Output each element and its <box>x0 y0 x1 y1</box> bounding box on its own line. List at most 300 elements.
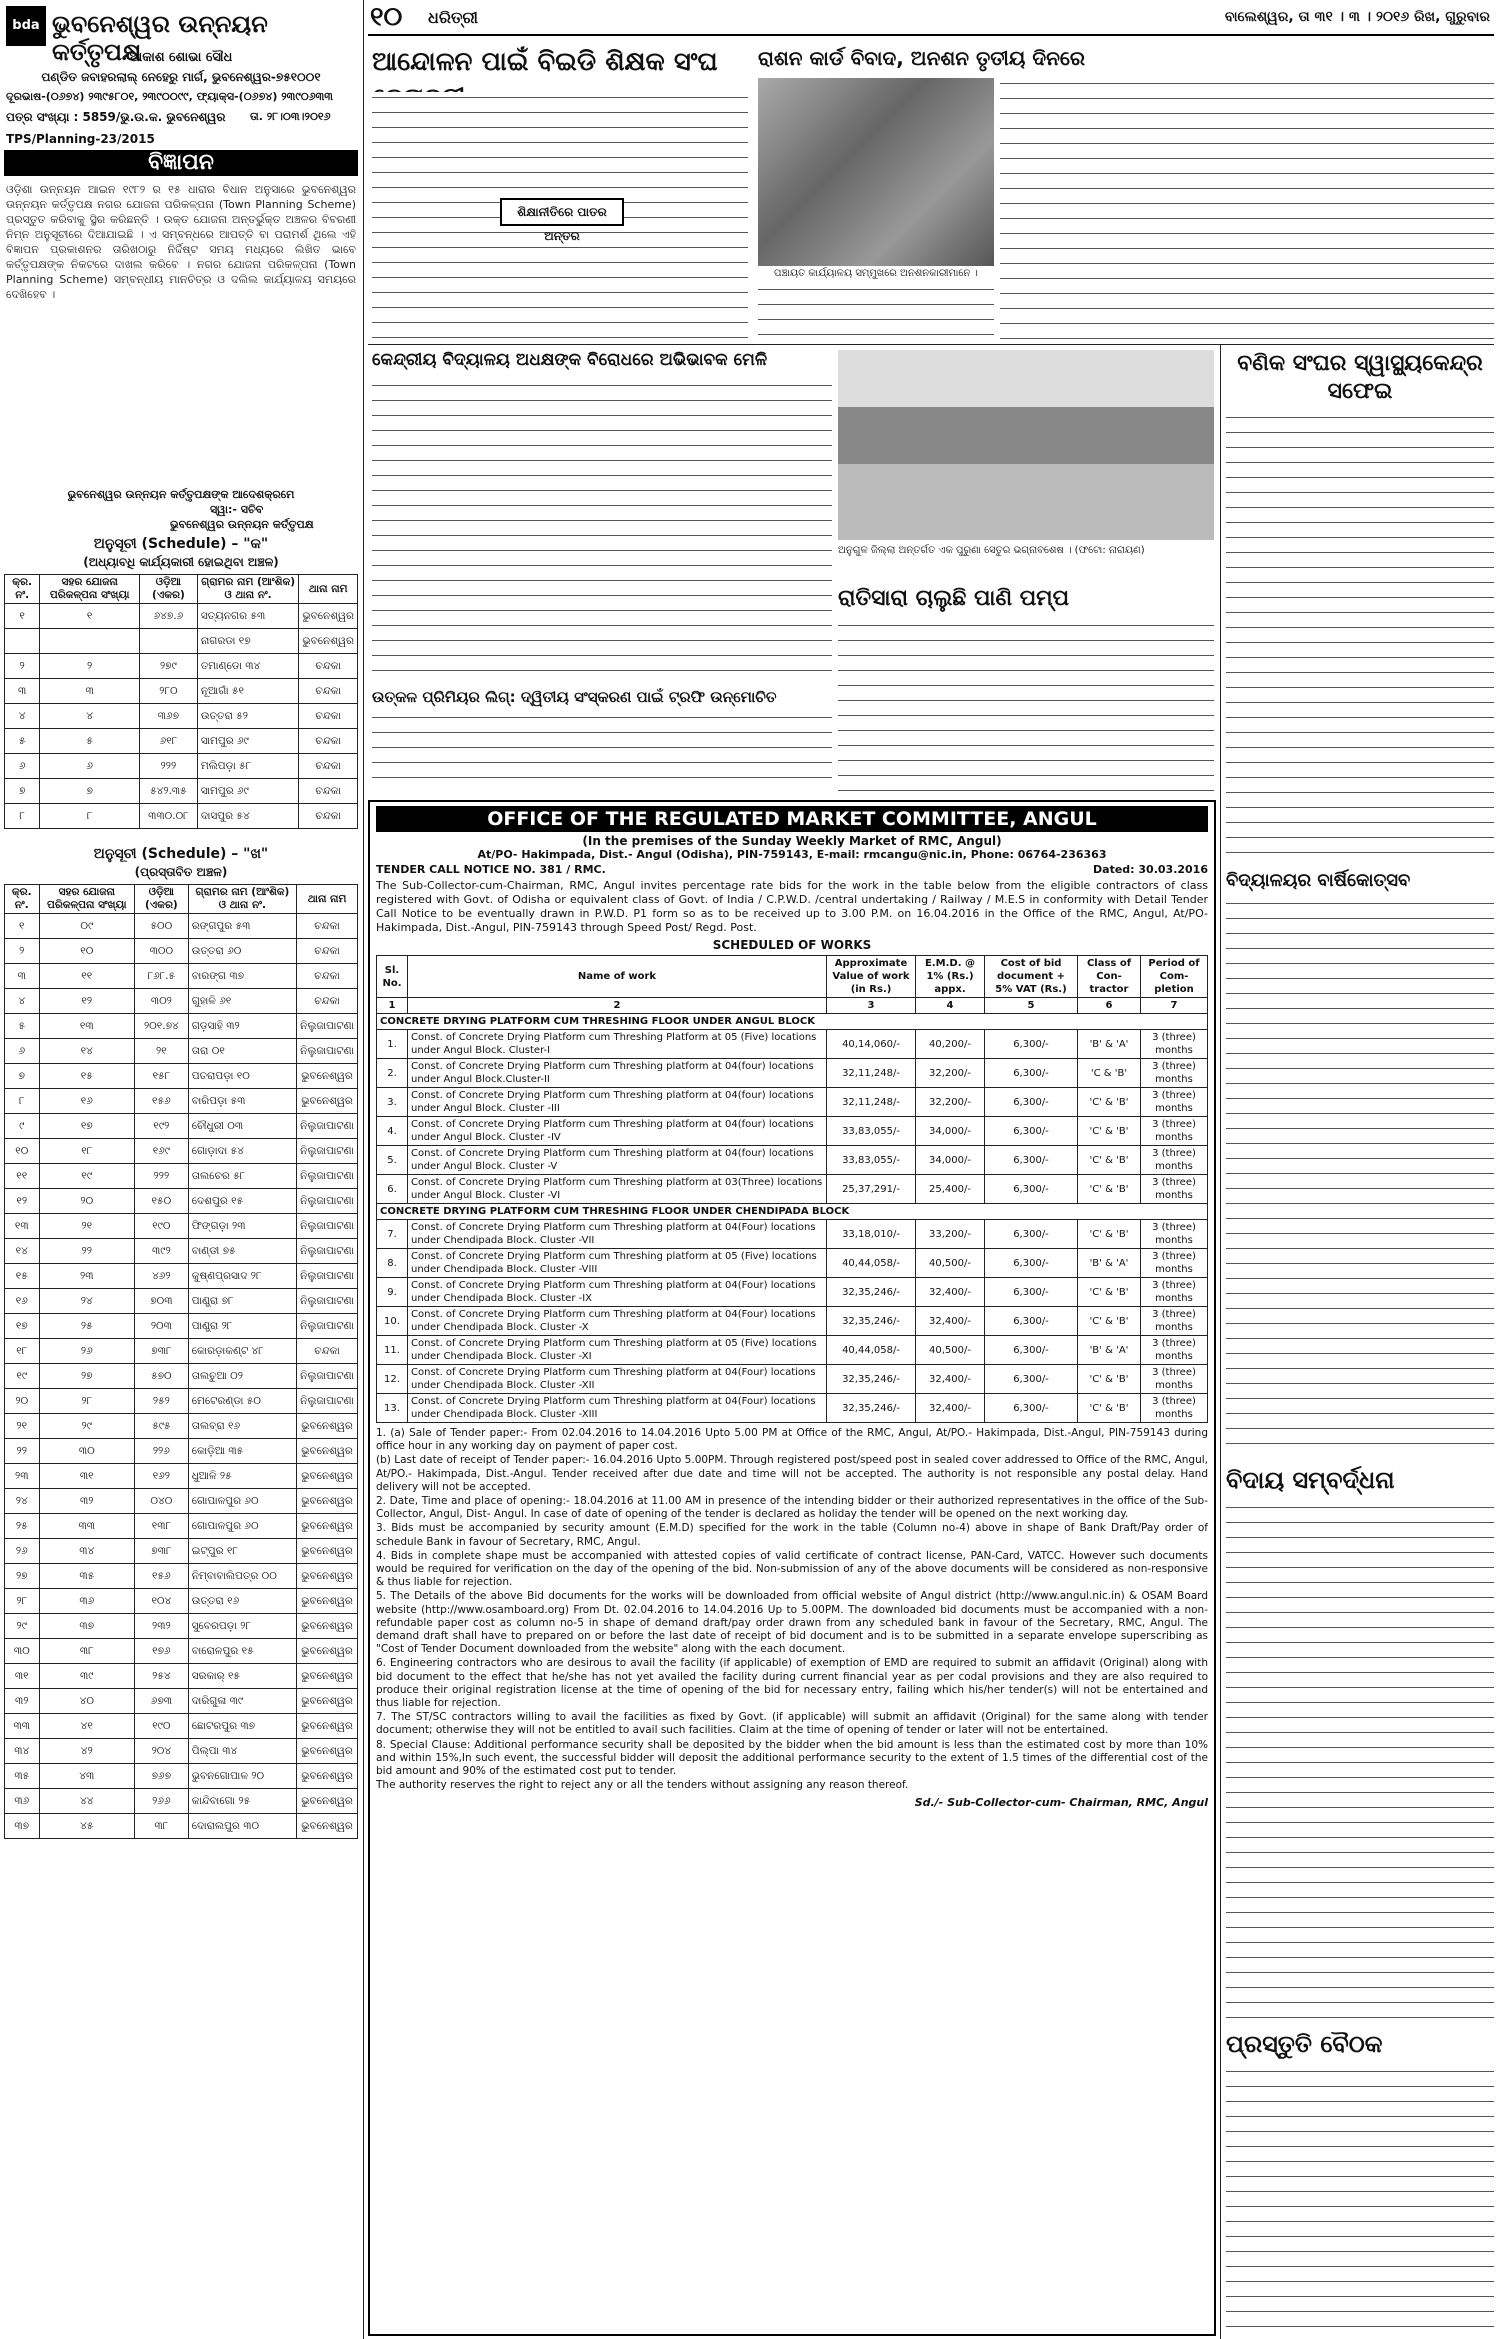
table-cell: ନିଲୁଜାପାଟଣା <box>297 1239 358 1264</box>
tender-cell: 2. <box>377 1059 408 1088</box>
table-cell: ୭୩୮ <box>135 1339 189 1364</box>
table-cell: ୨୪ <box>5 1489 40 1514</box>
table-cell: ୧୭ <box>39 1114 134 1139</box>
table-cell: ୪ <box>5 989 40 1014</box>
table-cell: ତାଲଚୁଆ ୦୨ <box>188 1364 296 1389</box>
table-cell: ୫ <box>40 729 140 754</box>
col-header: Cost of bid document + 5% VAT (Rs.) <box>985 956 1078 998</box>
table-cell: ଭୁବନେଶ୍ୱର <box>297 1439 358 1464</box>
table-cell: ଦେଶପୁର ୧୫ <box>188 1189 296 1214</box>
table-cell: ୪୩ <box>39 1764 134 1789</box>
bda-title: ଭୁବନେଶ୍ୱର ଉନ୍ନୟନ କର୍ତ୍ତୃପକ୍ଷ <box>52 10 268 66</box>
ration-body-continued <box>758 284 994 340</box>
table-cell: ଭୁବନେଶ୍ୱର <box>297 1489 358 1514</box>
tender-cell: 6. <box>377 1175 408 1204</box>
table-cell: ୩୩୦.୦୮ <box>139 804 197 829</box>
table-row <box>5 964 358 989</box>
table-cell: ୩୧ <box>39 1464 134 1489</box>
kendriya-headline: କେନ୍ଦ୍ରୀୟ ବିଦ୍ୟାଳୟ ଅଧକ୍ଷଙ୍କ ବିରୋଧରେ ଅଭିଭାବକ ମେଳି <box>372 350 768 370</box>
tender-cell: 3. <box>377 1088 408 1117</box>
bda-logo: bda <box>6 6 46 46</box>
table-cell: ୩୫ <box>39 1564 134 1589</box>
water-body <box>838 620 1214 792</box>
tender-cell: Const. of Concrete Drying Platform cum Threshing platform at 04(Four) locations under Chendipada Block. Cluster -IX <box>408 1278 827 1307</box>
table-cell: ୨୪ <box>39 1289 134 1314</box>
table-row <box>5 654 358 679</box>
kendriya-photo <box>838 350 1214 540</box>
table-cell: ୧୬୯ <box>135 1139 189 1164</box>
table-cell: ୩୨ <box>5 1689 40 1714</box>
table-row <box>5 1264 358 1289</box>
table-cell: ଭୁବନେଶ୍ୱର <box>297 1639 358 1664</box>
table-cell: ତାରା ୦୧ <box>188 1039 296 1064</box>
table-row <box>5 679 358 704</box>
tender-cell: 'C' & 'B' <box>1078 1220 1141 1249</box>
tender-cell: 6,300/- <box>985 1117 1078 1146</box>
bda-letter-date: ତା. ୨୮।୦୩।୨୦୧୬ <box>250 110 331 123</box>
tender-cell: 'C' & 'B' <box>1078 1117 1141 1146</box>
table-row <box>5 1289 358 1314</box>
table-cell: ୫୯୫ <box>135 1414 189 1439</box>
column-rule <box>363 0 364 2339</box>
table-cell: ୨୩୨ <box>135 1614 189 1639</box>
table-cell: ୨୧ <box>39 1214 134 1239</box>
table-row <box>5 1789 358 1814</box>
table-row <box>5 1364 358 1389</box>
table-cell: ଚୌଧୁରୀ ୦୩ <box>188 1114 296 1139</box>
table-cell: ୧୯ <box>39 1164 134 1189</box>
col-header: Class of Con-tractor <box>1078 956 1141 998</box>
table-row <box>5 629 358 654</box>
table-cell: କୋରଡ଼ାକଣ୍ଟ ୪୮ <box>188 1339 296 1364</box>
tender-cell: 4. <box>377 1117 408 1146</box>
table-cell: ମେଟେରଣ୍ଡା ୫୦ <box>188 1389 296 1414</box>
table-cell: ନିଲୁଜାପାଟଣା <box>297 1214 358 1239</box>
table-cell: ସୁବେରପଡ଼ା ୨୮ <box>188 1614 296 1639</box>
table-cell: ୧୬ <box>5 1289 40 1314</box>
tender-cell: 40,200/- <box>916 1030 985 1059</box>
table-cell: ୨୦ <box>5 1389 40 1414</box>
table-cell: ଭୁବନେଶ୍ୱର <box>297 1539 358 1564</box>
tender-cell: 'C & 'B' <box>1078 1059 1141 1088</box>
table-cell: ଗୋଡ଼ାଦା ୫୪ <box>188 1139 296 1164</box>
table-cell: ୧ <box>5 604 40 629</box>
ration-photo-caption: ପଞ୍ଚାୟତ କାର୍ଯ୍ୟାଳୟ ସମ୍ମୁଖରେ ଅନଶନକାରୀମାନେ । <box>774 268 978 279</box>
table-cell: ଭୁବନେଶ୍ୱର <box>297 1614 358 1639</box>
main-headline: ଆନ୍ଦୋଳନ ପାଇଁ ବିଇଡି ଶିକ୍ଷକ ସଂଘ <box>372 47 718 77</box>
tender-row <box>377 1249 1208 1278</box>
table-cell: ୧୨ <box>39 989 134 1014</box>
tender-cell: 32,35,246/- <box>827 1278 916 1307</box>
table-cell: ୯ <box>5 1114 40 1139</box>
table-row <box>5 1389 358 1414</box>
table-cell: ୧୩ <box>39 1014 134 1039</box>
tender-cell: 6,300/- <box>985 1220 1078 1249</box>
table-cell: ୩୭ <box>5 1814 40 1839</box>
table-cell: ୬ <box>5 754 40 779</box>
table-cell: ତମାଣ୍ଡୋ ୩୪ <box>197 654 299 679</box>
tender-cell: 'C' & 'B' <box>1078 1278 1141 1307</box>
tender-cell: 6,300/- <box>985 1146 1078 1175</box>
table-cell: ୨ <box>5 939 40 964</box>
table-row <box>5 1039 358 1064</box>
table-cell: ୬ <box>5 1039 40 1064</box>
table-cell: ୧୪ <box>39 1039 134 1064</box>
table-cell: ୨୬ <box>39 1339 134 1364</box>
table-cell: ୨୮ <box>39 1389 134 1414</box>
tender-cell: 9. <box>377 1278 408 1307</box>
table-cell: ବାରଙ୍ଗ ୩୭ <box>188 964 296 989</box>
table-cell: କୋଡ଼ିଆ ୩୫ <box>188 1439 296 1464</box>
tender-cell: 6,300/- <box>985 1088 1078 1117</box>
bda-notice-title: ବିଜ୍ଞାପନ <box>4 150 358 176</box>
tender-cell: 6,300/- <box>985 1249 1078 1278</box>
col-number: 1 <box>377 998 408 1014</box>
schedule-a-title: ଅନୁସୂଚୀ (Schedule) – "କ" <box>93 536 269 552</box>
col-header: E.M.D. @ 1% (Rs.) appx. <box>916 956 985 998</box>
table-cell: ଦୋରାଲପୁର ୩୦ <box>188 1814 296 1839</box>
tender-row <box>377 1117 1208 1146</box>
table-cell: ଗଡ଼ସାହି ୩୨ <box>188 1014 296 1039</box>
table-cell: ୧ <box>40 604 140 629</box>
table-cell: ୩୪ <box>5 1739 40 1764</box>
table-cell: ୨୨୨ <box>139 754 197 779</box>
table-row <box>5 1414 358 1439</box>
tender-cell: 8. <box>377 1249 408 1278</box>
tender-cell: Const. of Concrete Drying Platform cum Threshing platform at 04(four) locations under Angul Block. Cluster -IV <box>408 1117 827 1146</box>
tender-intro: The Sub-Collector-cum-Chairman, RMC, Angul invites percentage rate bids for the work in the table below from the eligible contractors of class registered with Govt. of Odisha or equivalent class of Govt. of India / C.P.W.D. /central undertaking / Railway / M.E.S in conformity with Detail Tender Call Notice to be eventually drawn in P.W.D. P1 form so as to be received up to 3.00 P.M. on 16.04.2016 in the Office of the RMC, Angul, At/PO- Hakimpada, Dist.-Angul, PIN-759143 through Speed Post/ Regd. Post. <box>376 879 1208 934</box>
table-cell: ଚନ୍ଦକା <box>299 729 358 754</box>
tender-notice <box>368 800 1216 2336</box>
bda-signoff-2: ସ୍ୱା:- ସଚିବ <box>210 503 264 516</box>
table-row <box>5 1214 358 1239</box>
table-cell: ୧୯ <box>5 1364 40 1389</box>
table-cell: ନିଲୁଜାପାଟଣା <box>297 1189 358 1214</box>
table-row <box>5 779 358 804</box>
table-cell: ଚନ୍ଦକା <box>299 679 358 704</box>
tender-row <box>377 1059 1208 1088</box>
bda-ref: TPS/Planning-23/2015 <box>6 132 155 146</box>
tender-cell: 40,500/- <box>916 1249 985 1278</box>
table-cell: ୩୫ <box>5 1764 40 1789</box>
table-cell: ୪୬୨ <box>135 1264 189 1289</box>
tender-cell: Const. of Concrete Drying Platform cum Threshing platform at 05 (Five) locations under Chendipada Block. Cluster -XI <box>408 1336 827 1365</box>
tender-cell: 34,000/- <box>916 1146 985 1175</box>
banik-body <box>1226 412 1494 862</box>
table-cell: ବାରୋଳପୁର ୧୫ <box>188 1639 296 1664</box>
tender-address: At/PO- Hakimpada, Dist.- Angul (Odisha), PIN-759143, E-mail: rmcangu@nic.in, Phone: 06764-236363 <box>477 848 1107 861</box>
table-cell: ୧୧ <box>39 964 134 989</box>
table-row <box>5 1764 358 1789</box>
table-cell: ୨୦ <box>39 1189 134 1214</box>
table-cell: ବାରିପଡ଼ା ୫୩ <box>188 1089 296 1114</box>
table-cell: ୧୧ <box>5 1164 40 1189</box>
schedule-b-subtitle: (ପ୍ରସ୍ତାବିତ ଅଞ୍ଚଳ) <box>134 865 228 879</box>
table-cell: ଉତ୍ତରା ୫୨ <box>197 704 299 729</box>
table-cell: କାନ୍ଦିବାଗୋ ୨୫ <box>188 1789 296 1814</box>
table-row <box>5 1164 358 1189</box>
table-cell: ନିଲୁଜାପାଟଣା <box>297 1264 358 1289</box>
tender-signature: Sd./- Sub-Collector-cum- Chairman, RMC, Angul <box>914 1796 1208 1810</box>
table-cell: ୨୯ <box>39 1414 134 1439</box>
table-row <box>5 1639 358 1664</box>
table-cell: ନାଗରଡା ୧୭ <box>197 629 299 654</box>
tender-cell: 32,400/- <box>916 1365 985 1394</box>
tender-cell: Const. of Concrete Drying Platform cum Threshing platform at 04(four) locations under Angul Block. Cluster -III <box>408 1088 827 1117</box>
table-cell <box>5 629 40 654</box>
table-cell: ୨୫ <box>5 1514 40 1539</box>
table-cell: ଗୋପାଳପୁର ୬୦ <box>188 1514 296 1539</box>
table-cell: ଚନ୍ଦକା <box>299 654 358 679</box>
tender-cell: 32,11,248/- <box>827 1088 916 1117</box>
table-cell: ଭୁବନେଶ୍ୱର <box>297 1739 358 1764</box>
tender-col-numbers <box>377 998 1208 1014</box>
table-cell: ଭୁବନେଶ୍ୱର <box>297 1789 358 1814</box>
table-cell: ୬୪୭.୬ <box>139 604 197 629</box>
tender-cell: 32,200/- <box>916 1088 985 1117</box>
table-cell: ନିଲୁଜାପାଟଣା <box>297 1314 358 1339</box>
col-header: ଓଡ଼ିଆ (ଏକର) <box>139 575 197 604</box>
col-header: Approximate Value of work (in Rs.) <box>827 956 916 998</box>
table-cell: ୨୭ <box>39 1364 134 1389</box>
tender-cell: 3 (three) months <box>1141 1175 1208 1204</box>
tender-header <box>377 956 1208 998</box>
table-cell: ଚନ୍ଦକା <box>297 1339 358 1364</box>
tender-cell: 'C' & 'B' <box>1078 1394 1141 1423</box>
table-row <box>5 1689 358 1714</box>
tender-row <box>377 1307 1208 1336</box>
table-cell: ପତରାପଡ଼ା ୧୦ <box>188 1064 296 1089</box>
tender-cell: 3 (three) months <box>1141 1336 1208 1365</box>
table-cell: ୧୬୨ <box>135 1464 189 1489</box>
tender-cell: 40,44,058/- <box>827 1249 916 1278</box>
schedule-a-header <box>5 575 358 604</box>
schedule-a-table <box>4 574 358 829</box>
tender-cell: 3 (three) months <box>1141 1088 1208 1117</box>
col-header: ଗ୍ରାମର ନାମ (ଆଂଶିକ) ଓ ଥାନା ନଂ. <box>188 885 296 914</box>
water-headline: ରାତିସାରା ଚାଲୁଛି ପାଣି ପମ୍ପ <box>838 586 1070 611</box>
col-header: Period of Com-pletion <box>1141 956 1208 998</box>
table-cell: ଭୁବନଗୋପାଳ ୨୦ <box>188 1764 296 1789</box>
table-cell: ଦାରିଗୁଳା ୩୯ <box>188 1689 296 1714</box>
schedule-b-table <box>4 884 358 1839</box>
tender-cell: 6,300/- <box>985 1059 1078 1088</box>
table-cell: ୧୯୦ <box>135 1214 189 1239</box>
table-cell: ୩୭ <box>39 1614 134 1639</box>
table-cell: ୨୨୨ <box>135 1164 189 1189</box>
ration-body <box>1000 78 1494 340</box>
udyog-headline: ଉତ୍କଳ ପ୍ରିମିୟର ଲିଗ୍: ଦ୍ୱିତୀୟ ସଂସ୍କରଣ ପାଇଁ ଟ୍ରଫି ଉନ୍ମୋଚିତ <box>372 688 777 706</box>
table-cell: ଚନ୍ଦକା <box>297 914 358 939</box>
row-divider <box>368 344 1494 345</box>
table-cell: ୩୮ <box>135 1814 189 1839</box>
col-header: ଗ୍ରାମର ନାମ (ଆଂଶିକ) ଓ ଥାନା ନଂ. <box>197 575 299 604</box>
tender-cell: 6,300/- <box>985 1365 1078 1394</box>
table-cell: ଚନ୍ଦକା <box>299 804 358 829</box>
table-cell: ୧୫ <box>39 1064 134 1089</box>
tender-cell: 3 (three) months <box>1141 1278 1208 1307</box>
table-cell: କୁଷ୍ଣପ୍ରସାଦ ୨୮ <box>188 1264 296 1289</box>
col-header: ସହର ଯୋଜନା ପରିକଳ୍ପନା ସଂଖ୍ୟା <box>39 885 134 914</box>
tender-dated: Dated: 30.03.2016 <box>1093 863 1208 876</box>
tender-cell: 11. <box>377 1336 408 1365</box>
table-row <box>5 729 358 754</box>
tender-premises: (In the premises of the Sunday Weekly Market of RMC, Angul) <box>582 834 1002 848</box>
table-cell: ୧୫୮ <box>135 1064 189 1089</box>
table-cell: ଭୁବନେଶ୍ୱର <box>297 1814 358 1839</box>
table-cell: ୭ <box>5 779 40 804</box>
table-row <box>5 1664 358 1689</box>
bda-line2: ପଣ୍ଡିତ ଜବାହରଲାଲ୍ ନେହେରୁ ମାର୍ଗ, ଭୁବନେଶ୍ୱର-୭୫୧୦୦୧ <box>41 70 321 84</box>
table-cell: ଭୁବନେଶ୍ୱର <box>297 1714 358 1739</box>
tender-cell: Const. of Concrete Drying Platform cum Threshing platform at 04(Four) locations under Chendipada Block. Cluster -XIII <box>408 1394 827 1423</box>
tender-cell: Const. of Concrete Drying Platform cum Threshing platform at 04(Four) locations under Chendipada Block. Cluster -X <box>408 1307 827 1336</box>
table-cell: ୩୮ <box>39 1639 134 1664</box>
table-row <box>5 1814 358 1839</box>
table-cell: ୩୧ <box>5 1664 40 1689</box>
table-cell: ୧୫ <box>5 1264 40 1289</box>
kendriya-body <box>372 380 832 680</box>
table-cell: ଗୁହାଳି ୬୧ <box>188 989 296 1014</box>
table-cell: ୧୦୪ <box>135 1589 189 1614</box>
table-cell: ୩୯୨ <box>135 1239 189 1264</box>
tender-cell: 40,44,058/- <box>827 1336 916 1365</box>
table-cell: ୮ <box>5 804 40 829</box>
table-cell: ୧୫୬ <box>135 1564 189 1589</box>
table-cell: ୭୩୮ <box>135 1539 189 1564</box>
table-row <box>5 1439 358 1464</box>
table-row <box>5 1114 358 1139</box>
tender-cell: 7. <box>377 1220 408 1249</box>
table-cell: ୨୫୨ <box>135 1389 189 1414</box>
table-cell: ନିଲୁଜାପାଟଣା <box>297 1039 358 1064</box>
table-cell: ୨ <box>40 654 140 679</box>
table-cell: ୪୪ <box>39 1789 134 1814</box>
tender-cell: 6,300/- <box>985 1394 1078 1423</box>
table-row <box>5 1539 358 1564</box>
tender-row <box>377 1175 1208 1204</box>
table-cell: ନିଲୁଜାପାଟଣା <box>297 1389 358 1414</box>
table-cell: ତାଲଚେର ୫୮ <box>188 1164 296 1189</box>
tender-note: 2. Date, Time and place of opening:- 18.04.2016 at 11.00 AM in presence of the intending bidder or their authorized representatives in the office of the Sub-Collector, Angul, Dist- Angul. In case of date of opening of the tender is declared as holiday the tender will be opened on the next working day. <box>376 1495 1208 1521</box>
table-cell: ଭୁବନେଶ୍ୱର <box>297 1764 358 1789</box>
table-cell: ୨୩ <box>5 1464 40 1489</box>
bda-body: ଓଡ଼ିଶା ଉନ୍ନୟନ ଆଇନ ୧୯୮୨ ର ୧୫ ଧାରାର ବିଧାନ ଅନୁସାରେ ଭୁବନେଶ୍ୱର ଉନ୍ନୟନ କର୍ତ୍ତୃପକ୍ଷ ନଗର ଯୋଜନା ପରିକଳ୍ପନା (Town Planning Scheme) ପ୍ରସ୍ତୁତ କରିବାକୁ ସ୍ଥିର କରିଛନ୍ତି । ଉକ୍ତ ଯୋଜନା ଅନ୍ତର୍ଭୁକ୍ତ ଅଞ୍ଚଳର ବିବରଣୀ ନିମ୍ନ ଅନୁସୂଚୀରେ ଦିଆଯାଇଛି । ଏ ସମ୍ବନ୍ଧରେ ଆପତ୍ତି ବା ପରାମର୍ଶ ଥିଲେ ଏହି ବିଜ୍ଞାପନ ପ୍ରକାଶନର ତାରିଖଠାରୁ ନିର୍ଦ୍ଦିଷ୍ଟ ସମୟ ମଧ୍ୟରେ ଲିଖିତ ଭାବେ କର୍ତ୍ତୃପକ୍ଷଙ୍କ ନିକଟରେ ଦାଖଲ କରିବେ । ନଗର ଯୋଜନା ପରିକଳ୍ପନା (Town Planning Scheme) ସମ୍ବନ୍ଧୀୟ ମାନଚିତ୍ର ଓ ଦଲିଲ କାର୍ଯ୍ୟାଳୟ ସମୟରେ ଦେଖିହେବ । <box>6 183 356 301</box>
table-cell: ୬୭୩ <box>135 1689 189 1714</box>
table-cell: ୧୮ <box>39 1139 134 1164</box>
col-header: କ୍ର. ନଂ. <box>5 885 40 914</box>
bda-signoff-3: ଭୁବନେଶ୍ୱର ଉନ୍ନୟନ କର୍ତ୍ତୃପକ୍ଷ <box>170 518 314 531</box>
bda-line3: ଦୂରଭାଷ-(୦୬୭୪) ୨୩୯୫୮୦୧, ୨୩୯୦୦୯୯, ଫ୍ୟାକ୍ସ-(୦୬୭୪) ୨୩୯୦୬୩୩ <box>6 90 333 103</box>
tender-cell: Const. of Concrete Drying Platform cum Threshing platform at 03(Three) locations under Angul Block. Cluster -VI <box>408 1175 827 1204</box>
table-cell: ୦୪୦ <box>135 1489 189 1514</box>
tender-cell: Const. of Concrete Drying Platform cum Threshing platform at 04(Four) locations under Chendipada Block. Cluster -VII <box>408 1220 827 1249</box>
table-row <box>5 989 358 1014</box>
col-header: ଥାନା ନାମ <box>299 575 358 604</box>
table-cell: ୮ <box>5 1089 40 1114</box>
table-cell: ୩୦୦ <box>135 939 189 964</box>
tender-cell: 1. <box>377 1030 408 1059</box>
tender-cell: Const. of Concrete Drying Platform cum Threshing platform at 05 (Five) locations under Chendipada Block. Cluster -VIII <box>408 1249 827 1278</box>
table-cell: ୧୯୦ <box>135 1714 189 1739</box>
table-row <box>5 1139 358 1164</box>
table-cell: ୮ <box>40 804 140 829</box>
tender-table <box>376 955 1208 1423</box>
table-cell: ୨୧ <box>135 1039 189 1064</box>
page-number: ୧୦ <box>370 2 403 32</box>
tender-row <box>377 1030 1208 1059</box>
table-cell: ଭୁବନେଶ୍ୱର <box>299 629 358 654</box>
tender-row <box>377 1336 1208 1365</box>
table-cell: ୪ <box>5 704 40 729</box>
table-cell: ୨୧ <box>5 1414 40 1439</box>
table-cell: ୨୫ <box>39 1314 134 1339</box>
tender-cell: 6,300/- <box>985 1307 1078 1336</box>
tender-cell: 33,83,055/- <box>827 1117 916 1146</box>
bda-signoff-1: ଭୁବନେଶ୍ୱର ଉନ୍ନୟନ କର୍ତ୍ତୃପକ୍ଷଙ୍କ ଆଦେଶକ୍ରମେ <box>67 488 295 501</box>
tender-row <box>377 1278 1208 1307</box>
table-cell: ୪୫ <box>39 1814 134 1839</box>
tender-cell: 40,500/- <box>916 1336 985 1365</box>
tender-cell: 32,35,246/- <box>827 1394 916 1423</box>
column-rule <box>1220 344 1221 2339</box>
table-row <box>5 939 358 964</box>
table-cell: ୧୦ <box>5 1139 40 1164</box>
tender-section-1: CONCRETE DRYING PLATFORM CUM THRESHING FLOOR UNDER ANGUL BLOCK <box>377 1014 1208 1030</box>
table-cell: ନିଲୁଜାପାଟଣା <box>297 1364 358 1389</box>
tender-notice-no: TENDER CALL NOTICE NO. 381 / RMC. <box>376 863 606 876</box>
tender-cell: 3 (three) months <box>1141 1365 1208 1394</box>
bidaya-body <box>1226 1502 1494 2022</box>
table-cell: ୧୭ <box>5 1314 40 1339</box>
tender-cell: 3 (three) months <box>1141 1117 1208 1146</box>
table-cell: ଚନ୍ଦକା <box>299 754 358 779</box>
table-cell: ୪୦ <box>39 1689 134 1714</box>
table-cell: ଭୁବନେଶ୍ୱର <box>299 604 358 629</box>
tender-cell: 12. <box>377 1365 408 1394</box>
table-cell: ଭୁବନେଶ୍ୱର <box>297 1664 358 1689</box>
table-row <box>5 1564 358 1589</box>
table-cell: ତାଲବ୍ରା ୧୬ <box>188 1414 296 1439</box>
tender-cell: 25,37,291/- <box>827 1175 916 1204</box>
table-cell: ୨୨ <box>39 1239 134 1264</box>
schedule-a-subtitle: (ଅଧ୍ୟାବଧି କାର୍ଯ୍ୟକାରୀ ହୋଇଥିବା ଅଞ୍ଚଳ) <box>83 555 279 569</box>
tender-cell: 3 (three) months <box>1141 1394 1208 1423</box>
tender-note: (b) Last date of receipt of Tender paper:- 16.04.2016 Upto 5.00PM. Through registered post/speed post in sealed cover addressed to Office of the RMC, Angul, At/PO.- Hakimpada, Dist.-Angul. Tender received after due date and time will not be accepted. The authority is not responsible any postal delay. Hand delivery will not be accepted. <box>376 1454 1208 1493</box>
table-cell: ସତ୍ୟନଗର ୫୩ <box>197 604 299 629</box>
table-cell: ଉତ୍ତରା ୧୬ <box>188 1589 296 1614</box>
tender-note: 7. The ST/SC contractors willing to avail the facilities as fixed by Govt. (if applicable) will submit an affidavit (Original) for the same along with tender document; otherwise they will not be entitled to avail such facilities. Claim at the time of opening of tender or later will not be entertained. <box>376 1711 1208 1737</box>
tender-section-2: CONCRETE DRYING PLATFORM CUM THRESHING FLOOR UNDER CHENDIPADA BLOCK <box>377 1204 1208 1220</box>
tender-cell: 3 (three) months <box>1141 1307 1208 1336</box>
table-cell: ୭ <box>5 1064 40 1089</box>
table-row <box>5 1589 358 1614</box>
masthead <box>368 0 1494 36</box>
table-cell: ଚନ୍ଦକା <box>299 779 358 804</box>
table-cell: ୩୬ <box>39 1589 134 1614</box>
table-cell: ୩୦ <box>39 1439 134 1464</box>
table-cell: ଉତ୍ତରା ୬୦ <box>188 939 296 964</box>
tender-cell: Const. of Concrete Drying Platform cum Threshing platform at 04(four) locations under Angul Block.Cluster-II <box>408 1059 827 1088</box>
table-cell: ଭୁବନେଶ୍ୱର <box>297 1689 358 1714</box>
col-header: ଓଡ଼ିଆ (ଏକର) <box>135 885 189 914</box>
tender-section-row <box>377 1204 1208 1220</box>
table-cell: ୬ <box>40 754 140 779</box>
table-cell: ୪୧ <box>39 1714 134 1739</box>
table-cell: ନୂଆଗାଁ ୫୧ <box>197 679 299 704</box>
table-cell: ୩ <box>5 679 40 704</box>
tender-row <box>377 1146 1208 1175</box>
